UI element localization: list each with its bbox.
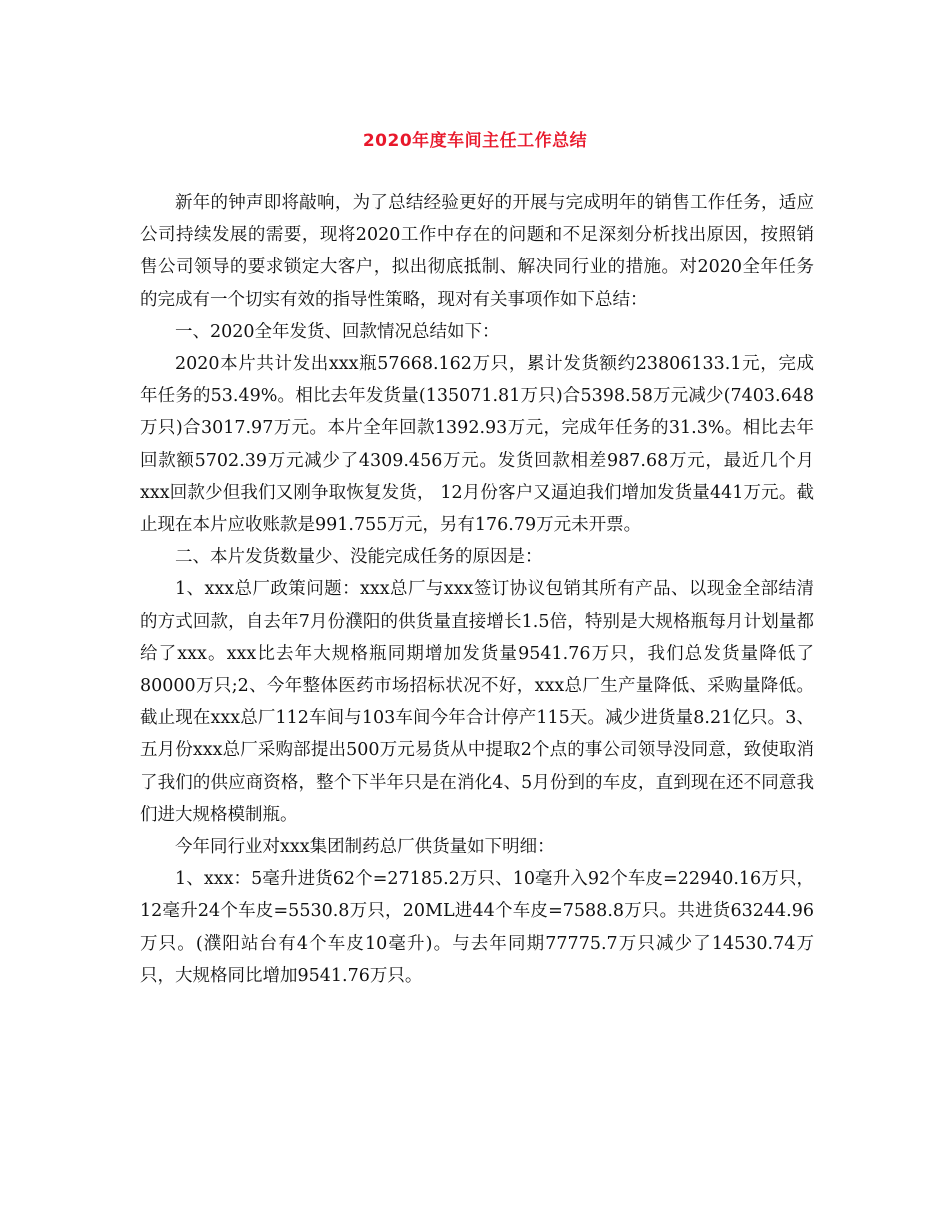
paragraph-intro: 新年的钟声即将敲响，为了总结经验更好的开展与完成明年的销售工作任务，适应公司持续发展的需要，现将2020工作中存在的问题和不足深刻分析找出原因，按照销售公司领导的要求锁定大客户，拟出彻底抵制、解决同行业的措施。对2020全年任务的完成有一个切实有效的指导性策略，现对有关事项作如下总结： [140, 193, 814, 310]
paragraph-reasons: 1、xxx总厂政策问题：xxx总厂与xxx签订协议包销其所有产品、以现金全部结清的方式回款，自去年7月份濮阳的供货量直接增长1.5倍，特别是大规格瓶每月计划量都给了xxx。xxx比去年大规格瓶同期增加发货量9541.76万只，我们总发货量降低了80000万只;2、今年整体医药市场招标状况不好，xxx总厂生产量降低、采购量降低。截止现在xxx总厂112车间与103车间今年合计停产115天。减少进货量8.21亿只。3、五月份xxx总厂采购部提出500万元易货从中提取2个点的事公司领导没同意，致使取消了我们的供应商资格，整个下半年只是在消化4、5月份到的车皮，直到现在还不同意我们进大规格模制瓶。 [140, 579, 814, 825]
paragraph-industry-heading: 今年同行业对xxx集团制药总厂供货量如下明细： [175, 837, 555, 858]
paragraph-industry-detail: 1、xxx：5毫升进货62个=27185.2万只、10毫升入92个车皮=22940.16万只，12毫升24个车皮=5530.8万只，20ML进44个车皮=7588.8万只。共进货63244.96万只。(濮阳站台有4个车皮10毫升)。与去年同期77775.7万只减少了14530.74万只，大规格同比增加9541.76万只。 [140, 869, 814, 986]
document-body [140, 187, 814, 992]
section-heading-1: 一、2020全年发货、回款情况总结如下： [175, 321, 500, 342]
section-heading-2: 二、本片发货数量少、没能完成任务的原因是： [175, 547, 543, 568]
document-title: 2020年度车间主任工作总结 [362, 131, 588, 151]
paragraph-shipment-summary: 2020本片共计发出xxx瓶57668.162万只，累计发货额约23806133.1元，完成年任务的53.49%。相比去年发货量(135071.81万只)合5398.58万元减少(7403.648万只)合3017.97万元。本片全年回款1392.93万元，完成年任务的31.3%。相比去年回款额5702.39万元减少了4309.456万元。发货回款相差987.68万元，最近几个月xxx回款少但我们又刚争取恢复发货， 12月份客户又逼迫我们增加发货量441万元。截止现在本片应收账款是991.755万元，另有176.79万元未开票。 [140, 354, 814, 536]
